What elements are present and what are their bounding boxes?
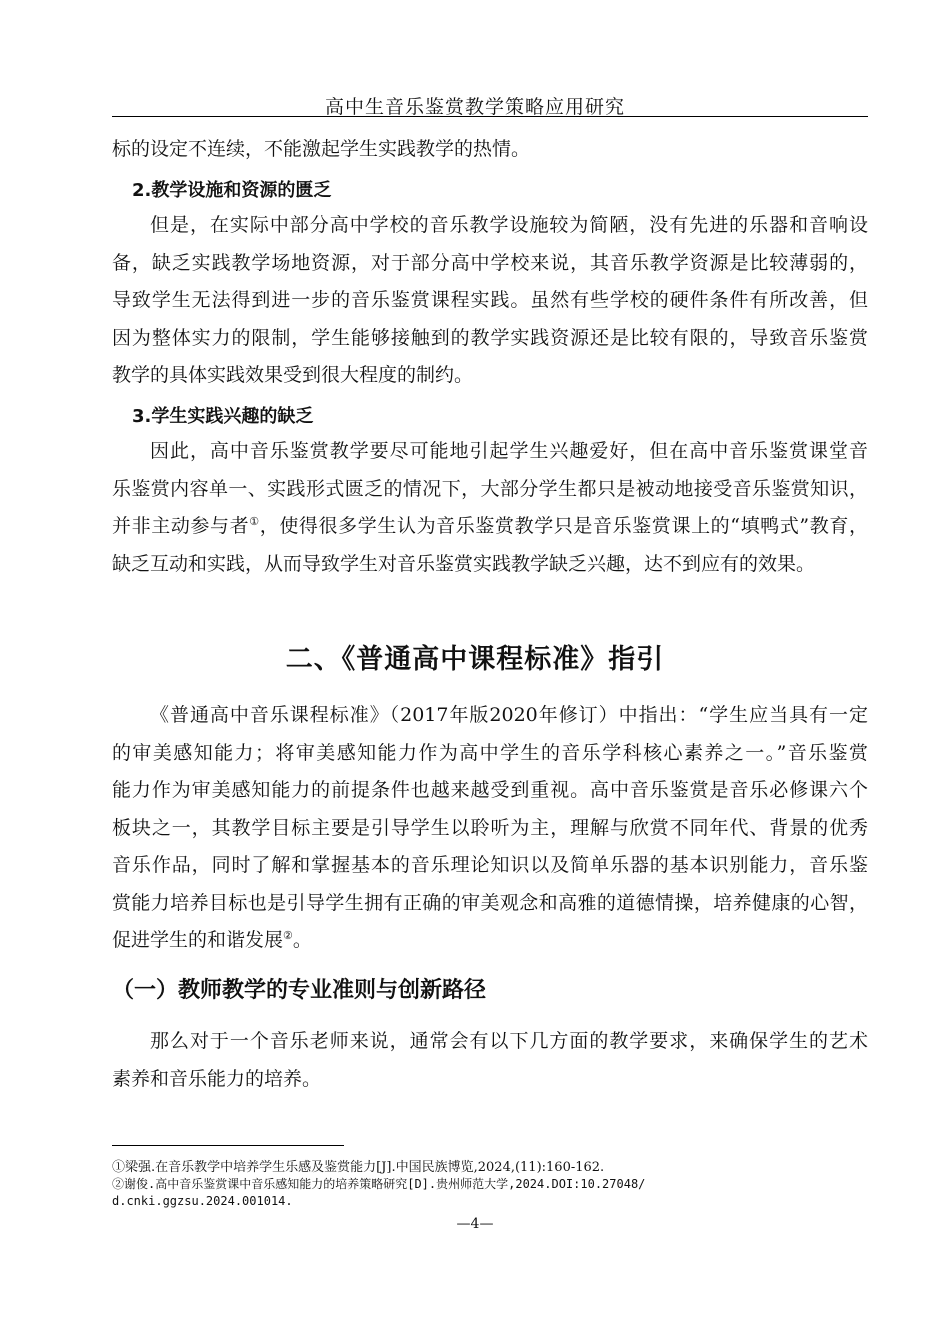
- footnote-2-continued: d.cnki.ggzsu.2024.001014.: [112, 1194, 293, 1208]
- paragraph-line: 音乐作品，同时了解和掌握基本的音乐理论知识以及简单乐器的基本识别能力，音乐鉴: [112, 854, 868, 876]
- paragraph-line: 标的设定不连续，不能激起学生实践教学的热情。: [112, 138, 531, 160]
- paragraph-line: 赏能力培养目标也是引导学生拥有正确的审美观念和高雅的道德情操，培养健康的心智，: [112, 891, 868, 914]
- line-text: 促进学生的和谐发展: [112, 929, 284, 951]
- section-title: 二、《普通高中课程标准》指引: [285, 644, 665, 675]
- paragraph-line: 缺乏互动和实践，从而导致学生对音乐鉴赏实践教学缺乏兴趣，达不到应有的效果。: [112, 552, 816, 575]
- paragraph-line: 板块之一，其教学目标主要是引导学生以聆听为主，理解与欣赏不同年代、背景的优秀: [112, 816, 868, 839]
- subheading-3: 3.学生实践兴趣的缺乏: [132, 406, 314, 427]
- paragraph-line: 但是，在实际中部分高中学校的音乐教学设施较为简陋，没有先进的乐器和音响设: [150, 214, 868, 236]
- paragraph-line: 《普通高中音乐课程标准》（2017年版2020年修订）中指出：“学生应当具有一定: [150, 704, 868, 726]
- paragraph-standards: [112, 697, 868, 960]
- subsection-title: （一）教师教学的专业准则与创新路径: [112, 978, 487, 1003]
- footnote-2: ②谢俊.高中音乐鉴赏课中音乐感知能力的培养策略研究[D].贵州师范大学,2024.DOI:10.27048/: [112, 1177, 646, 1191]
- running-header: 高中生音乐鉴赏教学策略应用研究: [324, 96, 625, 118]
- intro-paragraph: [112, 131, 868, 169]
- footnote-rule: [112, 1145, 344, 1146]
- paragraph-line: 能力作为审美感知能力的前提条件也越来越受到重视。高中音乐鉴赏是音乐必修课六个: [112, 779, 868, 801]
- paragraph-line: [112, 508, 868, 546]
- paragraph-line: 因为整体实力的限制，学生能够接触到的教学实践资源还是比较有限的，导致音乐鉴赏: [112, 326, 868, 349]
- line-text: 并非主动参与者: [112, 515, 250, 537]
- header-rule: [112, 116, 868, 117]
- paragraph-teacher: [112, 1023, 868, 1098]
- paragraph-facilities: [112, 207, 868, 395]
- paragraph-line: [112, 922, 868, 960]
- paragraph-line: 备，缺乏实践教学场地资源，对于部分高中学校来说，其音乐教学资源是比较薄弱的，: [112, 251, 868, 274]
- page-number: —4—: [456, 1216, 494, 1232]
- paragraph-line: 教学的具体实践效果受到很大程度的制约。: [112, 364, 474, 386]
- footnote-ref-2[interactable]: ②: [283, 929, 293, 942]
- footnote-ref-1[interactable]: ①: [249, 515, 260, 528]
- paragraph-line: 那么对于一个音乐老师来说，通常会有以下几方面的教学要求，来确保学生的艺术: [150, 1030, 868, 1052]
- paragraph-line: 的审美感知能力；将审美感知能力作为高中学生的音乐学科核心素养之一。”音乐鉴赏: [112, 741, 868, 764]
- line-text: 。: [292, 929, 312, 951]
- paragraph-line: 导致学生无法得到进一步的音乐鉴赏课程实践。虽然有些学校的硬件条件有所改善，但: [112, 289, 868, 311]
- subheading-2: 2.教学设施和资源的匮乏: [132, 180, 332, 201]
- paragraph-line: 乐鉴赏内容单一、实践形式匮乏的情况下，大部分学生都只是被动地接受音乐鉴赏知识，: [112, 477, 868, 500]
- line-text: ，使得很多学生认为音乐鉴赏教学只是音乐鉴赏课上的“填鸭式”教育，: [259, 515, 868, 537]
- footnote-1: ①梁强.在音乐教学中培养学生乐感及鉴赏能力[J].中国民族博览,2024,(11):160-162.: [112, 1160, 605, 1175]
- paragraph-line: 素养和音乐能力的培养。: [112, 1067, 322, 1090]
- paragraph-line: 因此，高中音乐鉴赏教学要尽可能地引起学生兴趣爱好，但在高中音乐鉴赏课堂音: [150, 440, 868, 462]
- paragraph-interest: [112, 433, 868, 583]
